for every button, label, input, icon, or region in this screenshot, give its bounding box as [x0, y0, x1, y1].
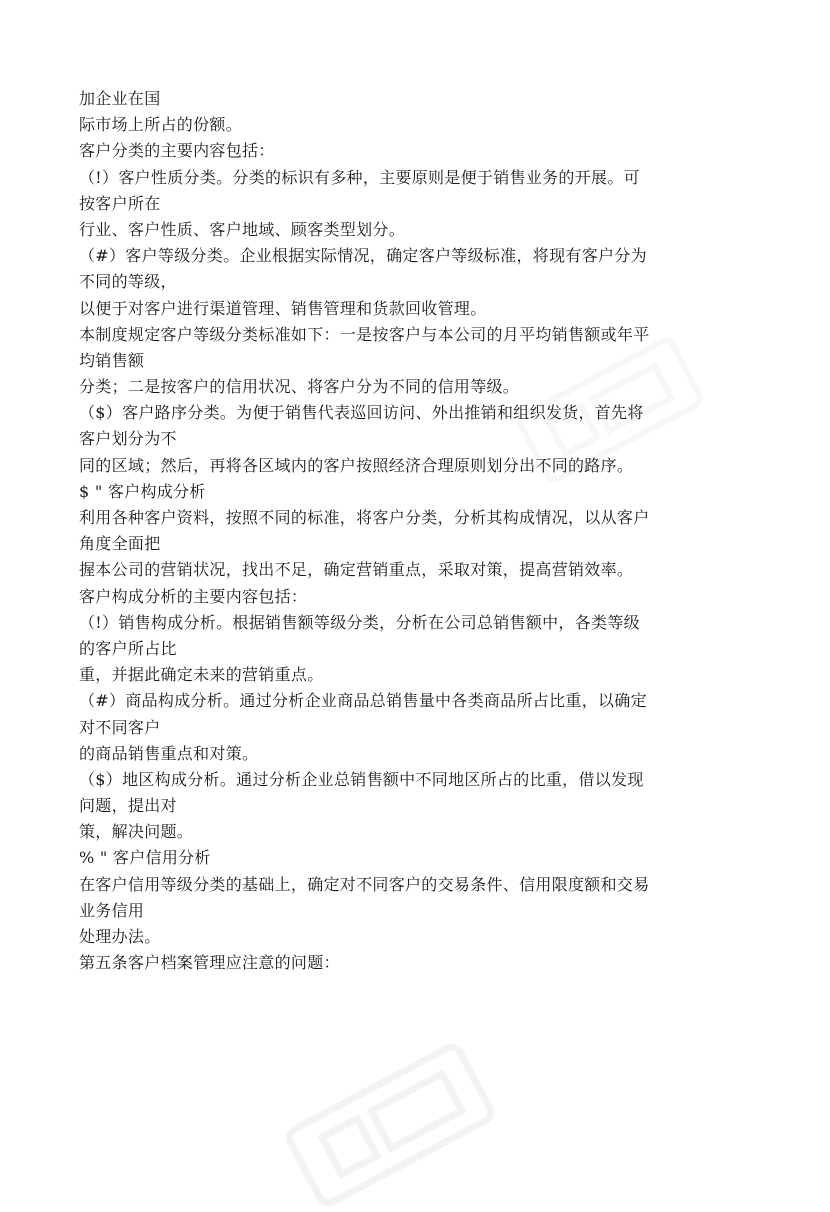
text-line: 问题，提出对: [79, 796, 177, 816]
text-line: 际市场上所占的份额。: [79, 115, 243, 135]
text-line: 重，并据此确定未来的营销重点。: [79, 665, 324, 685]
section-intro: 客户分类的主要内容包括：: [79, 141, 275, 161]
text-line: （!）销售构成分析。根据销售额等级分类，分析在公司总销售额中，各类等级: [79, 612, 640, 632]
text-line: 本制度规定客户等级分类标准如下：一是按客户与本公司的月平均销售额或年平: [79, 324, 650, 344]
text-line: 策，解决问题。: [79, 822, 194, 842]
text-line: 角度全面把: [79, 534, 161, 554]
text-line: 以便于对客户进行渠道管理、销售管理和货款回收管理。: [79, 298, 487, 318]
text-line: 行业、客户性质、客户地域、顾客类型划分。: [79, 219, 406, 239]
section-heading: $ " 客户构成分析: [79, 481, 206, 501]
text-line: （$）地区构成分析。通过分析企业总销售额中不同地区所占的比重，借以发现: [79, 769, 644, 789]
text-line: 在客户信用等级分类的基础上，确定对不同客户的交易条件、信用限度额和交易: [79, 874, 650, 894]
text-line: 握本公司的营销状况，找出不足，确定营销重点，采取对策，提高营销效率。: [79, 560, 634, 580]
text-line: 按客户所在: [79, 193, 161, 213]
text-line: 业务信用: [79, 900, 145, 920]
text-line: （#）客户等级分类。企业根据实际情况，确定客户等级标准，将现有客户分为: [79, 246, 647, 266]
text-line: 对不同客户: [79, 717, 161, 737]
text-line: 处理办法。: [79, 927, 161, 946]
text-line: 均销售额: [79, 350, 145, 370]
article-heading: 第五条客户档案管理应注意的问题：: [79, 953, 340, 973]
section-heading: % " 客户信用分析: [79, 848, 211, 868]
text-line: 分类；二是按客户的信用状况、将客户分为不同的信用等级。: [79, 377, 520, 397]
text-line: （!）客户性质分类。分类的标识有多种，主要原则是便于销售业务的开展。可: [79, 167, 640, 187]
watermark-logo: [281, 1038, 500, 1211]
text-line: （#）商品构成分析。通过分析企业商品总销售量中各类商品所占比重，以确定: [79, 691, 647, 711]
text-line: 利用各种客户资料，按照不同的标准，将客户分类，分析其构成情况，以从客户: [79, 508, 650, 527]
text-line: （$）客户路序分类。为便于销售代表巡回访问、外出推销和组织发货，首先将: [79, 403, 644, 423]
text-line: 不同的等级，: [79, 272, 177, 292]
text-line: 的客户所占比: [79, 638, 177, 658]
text-line: 加企业在国: [79, 89, 161, 108]
section-intro: 客户构成分析的主要内容包括：: [79, 586, 308, 606]
text-line: 同的区域；然后，再将各区域内的客户按照经济合理原则划分出不同的路序。: [79, 455, 634, 475]
text-line: 的商品销售重点和对策。: [79, 743, 259, 763]
text-line: 客户划分为不: [79, 429, 177, 449]
document-body: [79, 86, 759, 976]
